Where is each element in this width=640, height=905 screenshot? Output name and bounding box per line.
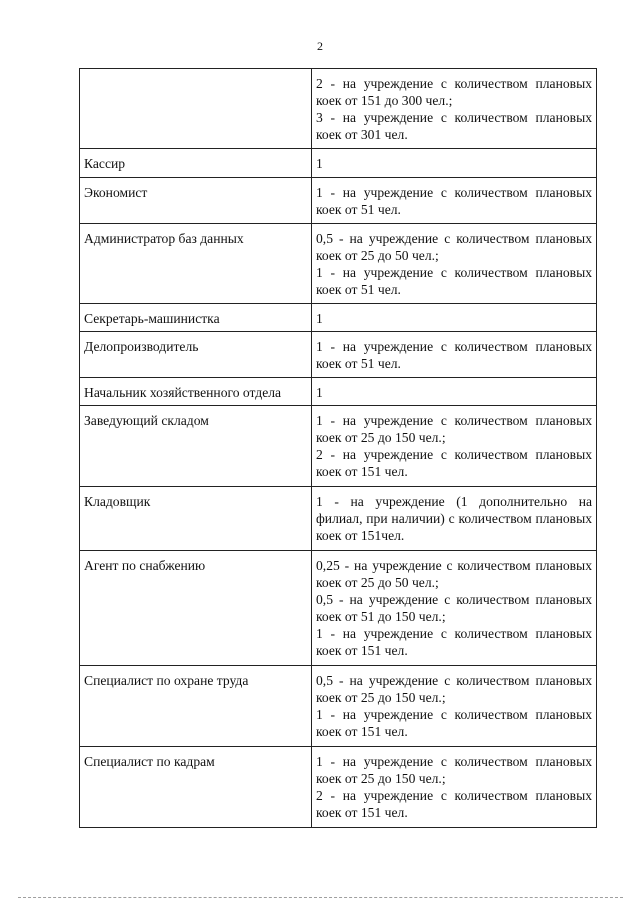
norm-line: 0,5 - на учреждение с количеством плановых коек от 25 до 150 чел.; <box>316 673 592 705</box>
scan-edge-divider <box>18 897 623 898</box>
norm-line: 3 - на учреждение с количеством плановых коек от 301 чел. <box>316 110 592 142</box>
table-row <box>80 406 597 487</box>
table-row <box>80 304 597 332</box>
position-cell: Специалист по кадрам <box>80 747 312 828</box>
page-number: 2 <box>317 39 323 53</box>
norm-cell <box>312 406 597 487</box>
norm-line: 1 <box>316 156 323 171</box>
staffing-table-body <box>80 69 597 828</box>
norm-line: 1 - на учреждение с количеством плановых коек от 51 чел. <box>316 339 592 371</box>
norm-line: 1 - на учреждение с количеством плановых коек от 151 чел. <box>316 707 592 739</box>
table-row <box>80 666 597 747</box>
position-cell: Заведующий складом <box>80 406 312 487</box>
norm-cell <box>312 551 597 666</box>
position-cell: Кассир <box>80 149 312 178</box>
norm-line: 1 - на учреждение с количеством плановых коек от 25 до 150 чел.; <box>316 754 592 786</box>
position-cell: Делопроизводитель <box>80 332 312 378</box>
table-row <box>80 551 597 666</box>
norm-line: 2 - на учреждение с количеством плановых коек от 151 чел. <box>316 788 592 820</box>
table-row <box>80 332 597 378</box>
norm-cell <box>312 149 597 178</box>
norm-cell <box>312 332 597 378</box>
norm-cell <box>312 666 597 747</box>
staffing-table <box>79 68 597 828</box>
table-row <box>80 224 597 304</box>
norm-line: 1 <box>316 311 323 326</box>
position-cell: Администратор баз данных <box>80 224 312 304</box>
norm-cell <box>312 378 597 406</box>
table-row <box>80 178 597 224</box>
table-row <box>80 149 597 178</box>
norm-line: 1 - на учреждение с количеством плановых коек от 51 чел. <box>316 265 592 297</box>
norm-cell <box>312 178 597 224</box>
norm-cell <box>312 224 597 304</box>
position-cell: Экономист <box>80 178 312 224</box>
position-cell: Начальник хозяйственного отдела <box>80 378 312 406</box>
norm-line: 1 - на учреждение с количеством плановых коек от 51 чел. <box>316 185 592 217</box>
norm-line: 1 <box>316 385 323 400</box>
position-cell <box>80 69 312 149</box>
norm-line: 1 - на учреждение (1 дополнительно на филиал, при наличии) с количеством плановых коек от 151чел. <box>316 494 592 543</box>
norm-line: 0,5 - на учреждение с количеством плановых коек от 51 до 150 чел.; <box>316 592 592 624</box>
norm-line: 1 - на учреждение с количеством плановых коек от 151 чел. <box>316 626 592 658</box>
table-row <box>80 69 597 149</box>
table-row <box>80 487 597 551</box>
norm-line: 0,5 - на учреждение с количеством плановых коек от 25 до 50 чел.; <box>316 231 592 263</box>
position-cell: Кладовщик <box>80 487 312 551</box>
norm-cell <box>312 304 597 332</box>
table-row <box>80 747 597 828</box>
position-cell: Агент по снабжению <box>80 551 312 666</box>
norm-line: 0,25 - на учреждение с количеством плановых коек от 25 до 50 чел.; <box>316 558 592 590</box>
norm-cell <box>312 747 597 828</box>
position-cell: Секретарь-машинистка <box>80 304 312 332</box>
norm-line: 2 - на учреждение с количеством плановых коек от 151 чел. <box>316 447 592 479</box>
norm-line: 1 - на учреждение с количеством плановых коек от 25 до 150 чел.; <box>316 413 592 445</box>
table-row <box>80 378 597 406</box>
norm-cell <box>312 69 597 149</box>
norm-line: 2 - на учреждение с количеством плановых коек от 151 до 300 чел.; <box>316 76 592 108</box>
norm-cell <box>312 487 597 551</box>
position-cell: Специалист по охране труда <box>80 666 312 747</box>
